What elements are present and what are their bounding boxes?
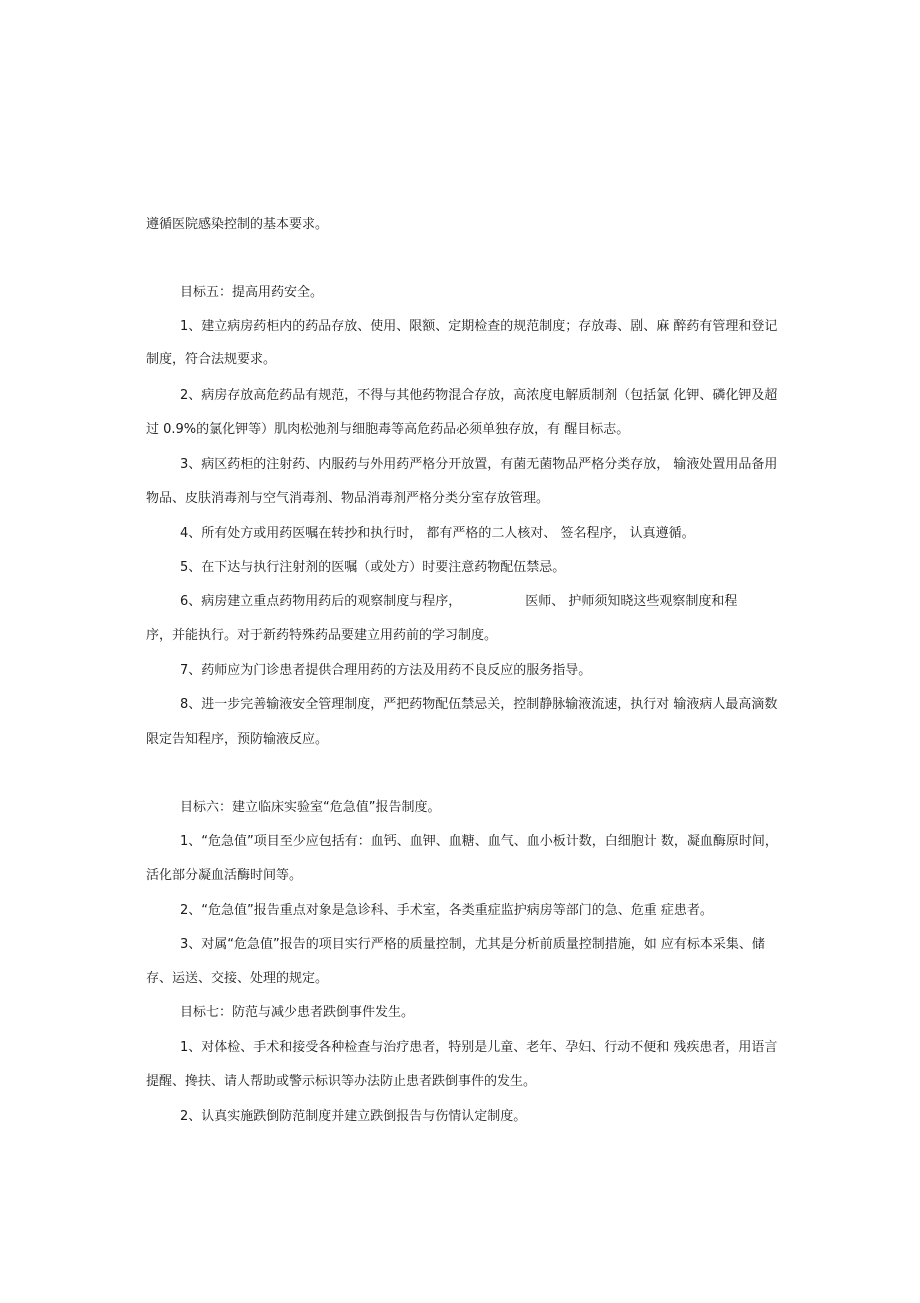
goal5-item2-line2: 过 0.9%的氯化钾等）肌肉松弛剂与细胞毒等高危药品必须单独存放，有 醒目标志。 [146, 422, 630, 437]
goal7-item2: 2、认真实施跌倒防范制度并建立跌倒报告与伤情认定制度。 [180, 1109, 527, 1124]
goal5-item3-line2: 物品、皮肤消毒剂与空气消毒剂、物品消毒剂严格分类分室存放管理。 [146, 491, 550, 506]
goal5-item1-line1: 1、建立病房药柜内的药品存放、使用、限额、定期检查的规范制度；存放毒、剧、麻 醉药有管理和登记 [180, 319, 778, 334]
goal5-item6-line1-part2: 医师、 护师须知晓这些观察制度和程 [525, 594, 738, 609]
goal6-item3-line1: 3、对属“危急值”报告的项目实行严格的质量控制，尤其是分析前质量控制措施，如 应有标本采集、储 [180, 937, 765, 952]
goal5-item7: 7、药师应为门诊患者提供合理用药的方法及用药不良反应的服务指导。 [180, 663, 592, 678]
goal5-heading: 目标五：提高用药安全。 [180, 285, 324, 300]
carryover-line: 遵循医院感染控制的基本要求。 [146, 217, 329, 232]
goal5-item2-line1: 2、病房存放高危药品有规范，不得与其他药物混合存放，高浓度电解质制剂（包括氯 化钾、磷化钾及超 [180, 388, 778, 403]
goal5-item8-line2: 限定告知程序，预防输液反应。 [146, 732, 329, 747]
goal7-heading: 目标七：防范与减少患者跌倒事件发生。 [180, 1005, 415, 1020]
goal5-item6-line1 [180, 593, 802, 611]
goal5-item5: 5、在下达与执行注射剂的医嘱（或处方）时要注意药物配伍禁忌。 [180, 560, 566, 575]
goal6-item1-line2: 活化部分凝血活酶时间等。 [146, 868, 303, 883]
goal6-item2: 2、“危急值”报告重点对象是急诊科、手术室，各类重症监护病房等部门的急、危重 症患者。 [180, 903, 713, 918]
goal5-item3-line1: 3、病区药柜的注射药、内服药与外用药严格分开放置，有菌无菌物品严格分类存放， 输液处置用品备用 [180, 457, 778, 472]
goal5-item6-line2: 序，并能执行。对于新药特殊药品要建立用药前的学习制度。 [146, 628, 498, 643]
goal5-item6-line1-part1: 6、病房建立重点药物用药后的观察制度与程序， [180, 594, 462, 609]
goal7-item1-line2: 提醒、搀扶、请人帮助或警示标识等办法防止患者跌倒事件的发生。 [146, 1074, 537, 1089]
goal6-heading: 目标六：建立临床实验室“危急值”报告制度。 [180, 800, 441, 815]
goal5-item1-line2: 制度，符合法规要求。 [146, 352, 277, 367]
goal6-item3-line2: 存、运送、交接、处理的规定。 [146, 971, 329, 986]
goal5-item4: 4、所有处方或用药医嘱在转抄和执行时， 都有严格的二人核对、 签名程序， 认真遵循。 [180, 526, 695, 541]
goal7-item1-line1: 1、对体检、手术和接受各种检查与治疗患者，特别是儿童、老年、孕妇、行动不便和 残疾患者，用语言 [180, 1040, 778, 1055]
goal6-item1-line1: 1、“危急值”项目至少应包括有：血钙、血钾、血糖、血气、血小板计数，白细胞计 数，凝血酶原时间， [180, 834, 778, 849]
goal5-item8-line1: 8、进一步完善输液安全管理制度，严把药物配伍禁忌关，控制静脉输液流速，执行对 输液病人最高滴数 [180, 697, 778, 712]
